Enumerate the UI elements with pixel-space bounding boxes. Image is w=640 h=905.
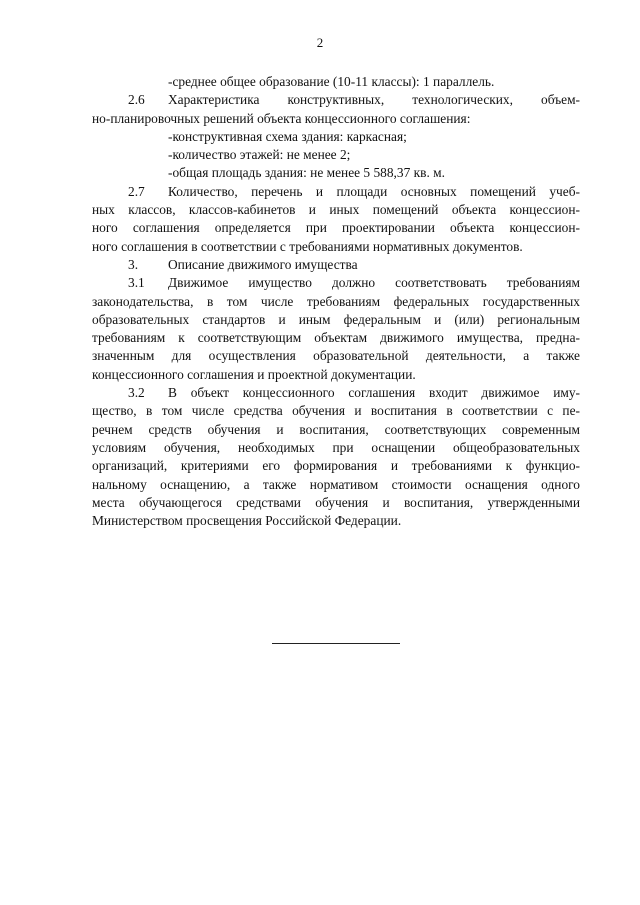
- document-body: [92, 73, 580, 530]
- section-number: 2.6: [128, 92, 145, 108]
- text-fragment: Количество, перечень и площади основных помещений учеб-: [168, 183, 580, 199]
- section-title: Описание движимого имущества: [168, 256, 358, 272]
- text-line: значенным для осуществления образовательной деятельности, а также: [92, 348, 580, 364]
- text-line: условиям обучения, необходимых при оснащении общеобразовательных: [92, 439, 580, 455]
- text-line: щество, в том числе средства обучения и воспитания в соответствии с пе-: [92, 403, 580, 419]
- text-line: ных классов, классов-кабинетов и иных помещений объекта концессион-: [92, 202, 580, 218]
- text-line: нальному оснащению, а также нормативом стоимости оснащения одного: [92, 476, 580, 492]
- section-2-7-heading-line: [92, 183, 580, 201]
- text-line: Министерством просвещения Российской Федерации.: [92, 513, 402, 529]
- section-3-heading-line: [92, 256, 580, 274]
- text-line: организаций, критериями его формирования и требованиями к функцио-: [92, 458, 580, 474]
- section-3-2-heading-line: [92, 384, 580, 402]
- text-line: но-планировочных решений объекта концессионного соглашения:: [92, 110, 471, 126]
- text-line: места обучающегося средствами обучения и воспитания, утвержденными: [92, 494, 580, 510]
- section-3-1-heading-line: [92, 274, 580, 292]
- section-number: 2.7: [128, 183, 145, 199]
- text-line: ного соглашения в соответствии с требованиями нормативных документов.: [92, 238, 523, 254]
- section-number: 3.1: [128, 275, 145, 291]
- text-line: -количество этажей: не менее 2;: [168, 147, 351, 163]
- text-line: -среднее общее образование (10-11 классы): 1 параллель.: [168, 74, 495, 89]
- text-line: -общая площадь здания: не менее 5 588,37 кв. м.: [168, 165, 445, 181]
- text-line: концессионного соглашения и проектной документации.: [92, 366, 416, 382]
- text-line: законодательства, в том числе требованиям федеральных государственных: [92, 293, 580, 309]
- text-line: -конструктивная схема здания: каркасная;: [168, 128, 407, 144]
- section-2-6-heading-line: [92, 91, 580, 109]
- section-number: 3.: [128, 256, 139, 272]
- text-fragment: Характеристика конструктивных, технологических, объем-: [168, 92, 580, 108]
- page-number: 2: [316, 35, 324, 50]
- text-fragment: Движимое имущество должно соответствовать требованиям: [168, 275, 580, 291]
- text-line: требованиям к соответствующим объектам движимого имущества, предна-: [92, 330, 580, 346]
- text-line: образовательных стандартов и иным федеральным и (или) региональным: [92, 311, 580, 327]
- text-line: речнем средств обучения и воспитания, соответствующих современным: [92, 421, 580, 437]
- end-of-document-rule: [272, 643, 400, 644]
- text-fragment: В объект концессионного соглашения входит движимое иму-: [168, 385, 580, 401]
- text-line: ного соглашения определяется при проектировании объекта концессион-: [92, 220, 580, 236]
- section-number: 3.2: [128, 385, 145, 401]
